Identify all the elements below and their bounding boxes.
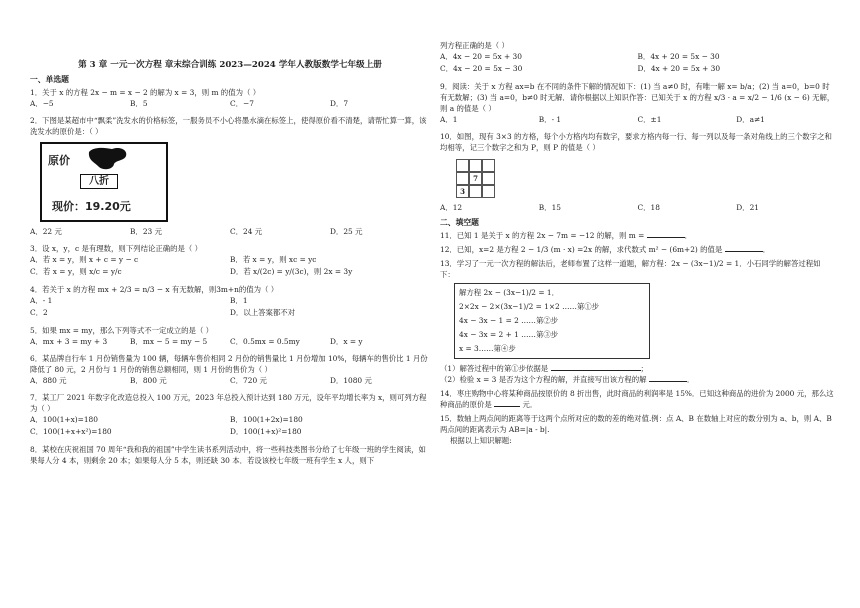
grid-cell [456,159,469,172]
option-d: D．x = y [330,337,363,346]
option-c: C．720 元 [230,376,267,385]
option-d: D．以上答案都不对 [230,308,296,317]
discount-label: 八折 [80,174,118,189]
question-14 [440,388,835,410]
option-a: A．−5 [30,99,54,108]
question-13-part-2: （2）检验 x = 3 是否为这个方程的解，并直接写出该方程的解 ． [440,375,695,384]
question-9: 9．阅读：关于 x 方程 ax=b 在不同的条件下解的情况如下：(1) 当 a≠0 时，有唯一解 x= b/a；(2) 当 a=0，b=0 时有无数解；(3) 当 a=0，b≠0 时无解．请你根据以上知识作答：已知关于 x 的方程 x/3 · a = x/2 − 1/6 (x − 6) 无解，则 a 的值是（ ） [440,82,835,113]
question-8-options-row1 [440,51,835,63]
option-d: D．21 [736,203,759,212]
question-15-continued: 根据以上知识解题: [450,436,512,445]
ink-blot-icon [86,146,130,172]
grid-cell [456,172,469,185]
option-a: A．12 [440,203,463,212]
question-14-tail: 元． [522,400,538,409]
option-a: A．22 元 [30,227,62,236]
option-d: D．1080 元 [330,376,372,385]
question-7-options-row2 [30,426,430,438]
original-price-label: 原价 [48,154,70,167]
option-c: C．2 [30,308,48,317]
section-single-choice: 一、单选题 [30,75,69,84]
question-7-options-row1 [30,414,430,426]
question-4-options-row2 [30,307,430,319]
option-a: A．100(1+x)=180 [30,415,98,424]
option-b: B．- 1 [538,115,562,124]
question-4-options-row1 [30,295,430,307]
question-10: 10．如图，现有 3×3 的方格，每个小方格内均有数字，要求方格内每一行、每一列以及每一条对角线上的三个数字之和均相等，记三个数字之和为 P，则 P 的值是（ ） [440,132,832,152]
answer-blank[interactable] [494,400,520,407]
question-13-part-1-text: （1）解答过程中的第①步依据是 [440,364,549,373]
grid-cell [469,185,482,198]
grid-cell [482,172,495,185]
answer-blank[interactable] [725,245,763,252]
question-15: 15．数轴上两点间的距离等于这两个点所对应的数的差的绝对值.例：点 A、B 在数轴上对应的数分别为 a、b，则 A、B 两点间的距离表示为 AB=|a - b|. [440,414,832,434]
option-d: D．若 x/(2c) = y/(3c)，则 2x = 3y [230,267,353,276]
section-fill-blank: 二、填空题 [440,218,479,227]
solution-step: x = 3……第④步 [459,344,516,353]
question-2-options [30,226,430,237]
solution-step: 4x − 3x − 1 = 2 ……第②步 [459,316,559,325]
question-5: 5．如果 mx = my，那么下列等式不一定成立的是（ ） [30,326,214,335]
option-b: B．800 元 [130,376,167,385]
option-b: B．15 [538,203,561,212]
question-11-text: 11．已知 1 是关于 x 的方程 2x − 7m = −12 的解，则 m = [440,231,645,240]
question-8-continued: 列方程正确的是（ ） [440,41,509,50]
magic-square-grid [456,159,495,198]
current-price-label: 现价：19.20元 [52,200,131,213]
option-d: D．25 元 [330,227,363,236]
question-11: 11．已知 1 是关于 x 的方程 2x − 7m = −12 的解，则 m = ． [440,231,693,240]
question-3-options-row1 [30,254,430,266]
question-14-text: 14．枣庄购物中心将某种商品按原价的 8 折出售，此时商品的利润率是 15%．已知这种商品的进价为 2000 元，那么这种商品的原价是 [440,389,834,409]
question-8: 8．某校在庆祝祖国 70 周年“我和我的祖国”中学生读书系列活动中，将一些科技类图书分给了七年级一班的学生阅读，如果每人分 4 本，则剩余 20 本；如果每人分 5 本，则还缺 30 本．若设该校七年级一班有学生 x 人，则下 [30,445,426,465]
grid-cell: 3 [456,185,469,198]
question-3-options-row2 [30,266,430,278]
option-c: C．24 元 [230,227,263,236]
grid-cell [469,159,482,172]
option-c: C．若 x = y，则 x/c = y/c [30,267,122,276]
grid-cell [482,185,495,198]
option-a: A．1 [440,115,458,124]
answer-blank[interactable] [647,231,685,238]
option-d: D．a≠1 [736,115,765,124]
option-d: D．100(1+x)²=180 [230,427,302,436]
question-13-part-2-text: （2）检验 x = 3 是否为这个方程的解，并直接写出该方程的解 [440,375,647,384]
left-column [30,0,430,608]
option-a: A．- 1 [30,296,53,305]
option-d: D．7 [330,99,349,108]
option-d: D．4x + 20 = 5x + 30 [637,64,721,73]
option-b: B．100(1+2x)=180 [230,415,303,424]
solution-step: 解方程 2x − (3x−1)/2 = 1． [459,288,559,297]
question-12-text: 12．已知，x=2 是方程 2 − 1/3 (m · x) =2x 的解，求代数式 m² − (6m+2) 的值是 [440,245,723,254]
solution-step: 4x − 3x = 2 + 1 ……第③步 [459,330,559,339]
price-tag-image [40,142,168,222]
question-4: 4．若关于 x 的方程 mx + 2/3 = n/3 − x 有无数解，则3m+n的值为（ ） [30,285,279,294]
answer-blank[interactable] [649,375,687,382]
option-c: C．18 [637,203,660,212]
option-c: C．0.5mx = 0.5my [230,337,300,346]
answer-blank[interactable] [551,364,641,371]
option-a: A．4x − 20 = 5x + 30 [440,52,522,61]
question-8-options-row2 [440,63,835,75]
right-column [440,0,835,608]
question-13-part-1: （1）解答过程中的第①步依据是 ； [440,364,648,373]
solution-steps-box [454,283,650,359]
option-a: A．880 元 [30,376,67,385]
question-3: 3．设 x，y，c 是有理数，则下列结论正确的是（ ） [30,244,203,253]
question-6-options [30,375,430,386]
option-a: A．若 x = y，则 x + c = y − c [30,255,139,264]
question-1-options [30,98,430,109]
doc-title: 第 3 章 一元一次方程 章末综合训练 2023—2024 学年人教版数学七年级上册 [78,60,382,70]
question-2: 2．下图是某超市中“飘柔”洗发水的价格标签，一服务员不小心将墨水滴在标签上，使得原价看不清楚，请帮忙算一算，该洗发水的原价是：（ ） [30,116,427,136]
question-12: 12．已知，x=2 是方程 2 − 1/3 (m · x) =2x 的解，求代数式 m² − (6m+2) 的值是 ． [440,245,771,254]
grid-cell [482,159,495,172]
grid-cell: 7 [469,172,482,185]
question-7: 7．某工厂 2021 年数字化改造总投入 100 万元，2023 年总投入预计达到 180 万元，设年平均增长率为 x，则可列方程为（ ） [30,393,427,413]
option-a: A．mx + 3 = my + 3 [30,337,108,346]
option-c: C．−7 [230,99,254,108]
question-1: 1．关于 x 的方程 2x − m = x − 2 的解为 x = 3，则 m 的值为（ ） [30,88,261,97]
option-b: B．若 x = y，则 xc = yc [230,255,317,264]
option-b: B．5 [130,99,148,108]
solution-step: 2×2x − 2×(3x−1)/2 = 1×2 ……第①步 [459,302,600,311]
option-c: C．100(1+x+x²)=180 [30,427,112,436]
question-9-options [440,114,835,125]
option-c: C．±1 [637,115,662,124]
option-c: C．4x − 20 = 5x − 30 [440,64,523,73]
question-5-options [30,336,430,347]
option-b: B．1 [230,296,248,305]
question-13: 13．学习了一元一次方程的解法后，老师布置了这样一道题，解方程：2x − (3x−1)/2 = 1．小石同学的解答过程如下： [440,259,821,279]
option-b: B．mx − 5 = my − 5 [130,337,208,346]
option-b: B．23 元 [130,227,162,236]
question-6: 6．某品牌自行车 1 月份销售量为 100 辆，每辆车售价相同 2 月份的销售量比 1 月份增加 10%，每辆车的售价比 1 月份降低了 80 元，2 月份与 1 月份的销售总额相同，则 1 月份的售价为（ ） [30,354,428,374]
option-b: B．4x + 20 = 5x − 30 [637,52,720,61]
question-10-options [440,202,835,213]
